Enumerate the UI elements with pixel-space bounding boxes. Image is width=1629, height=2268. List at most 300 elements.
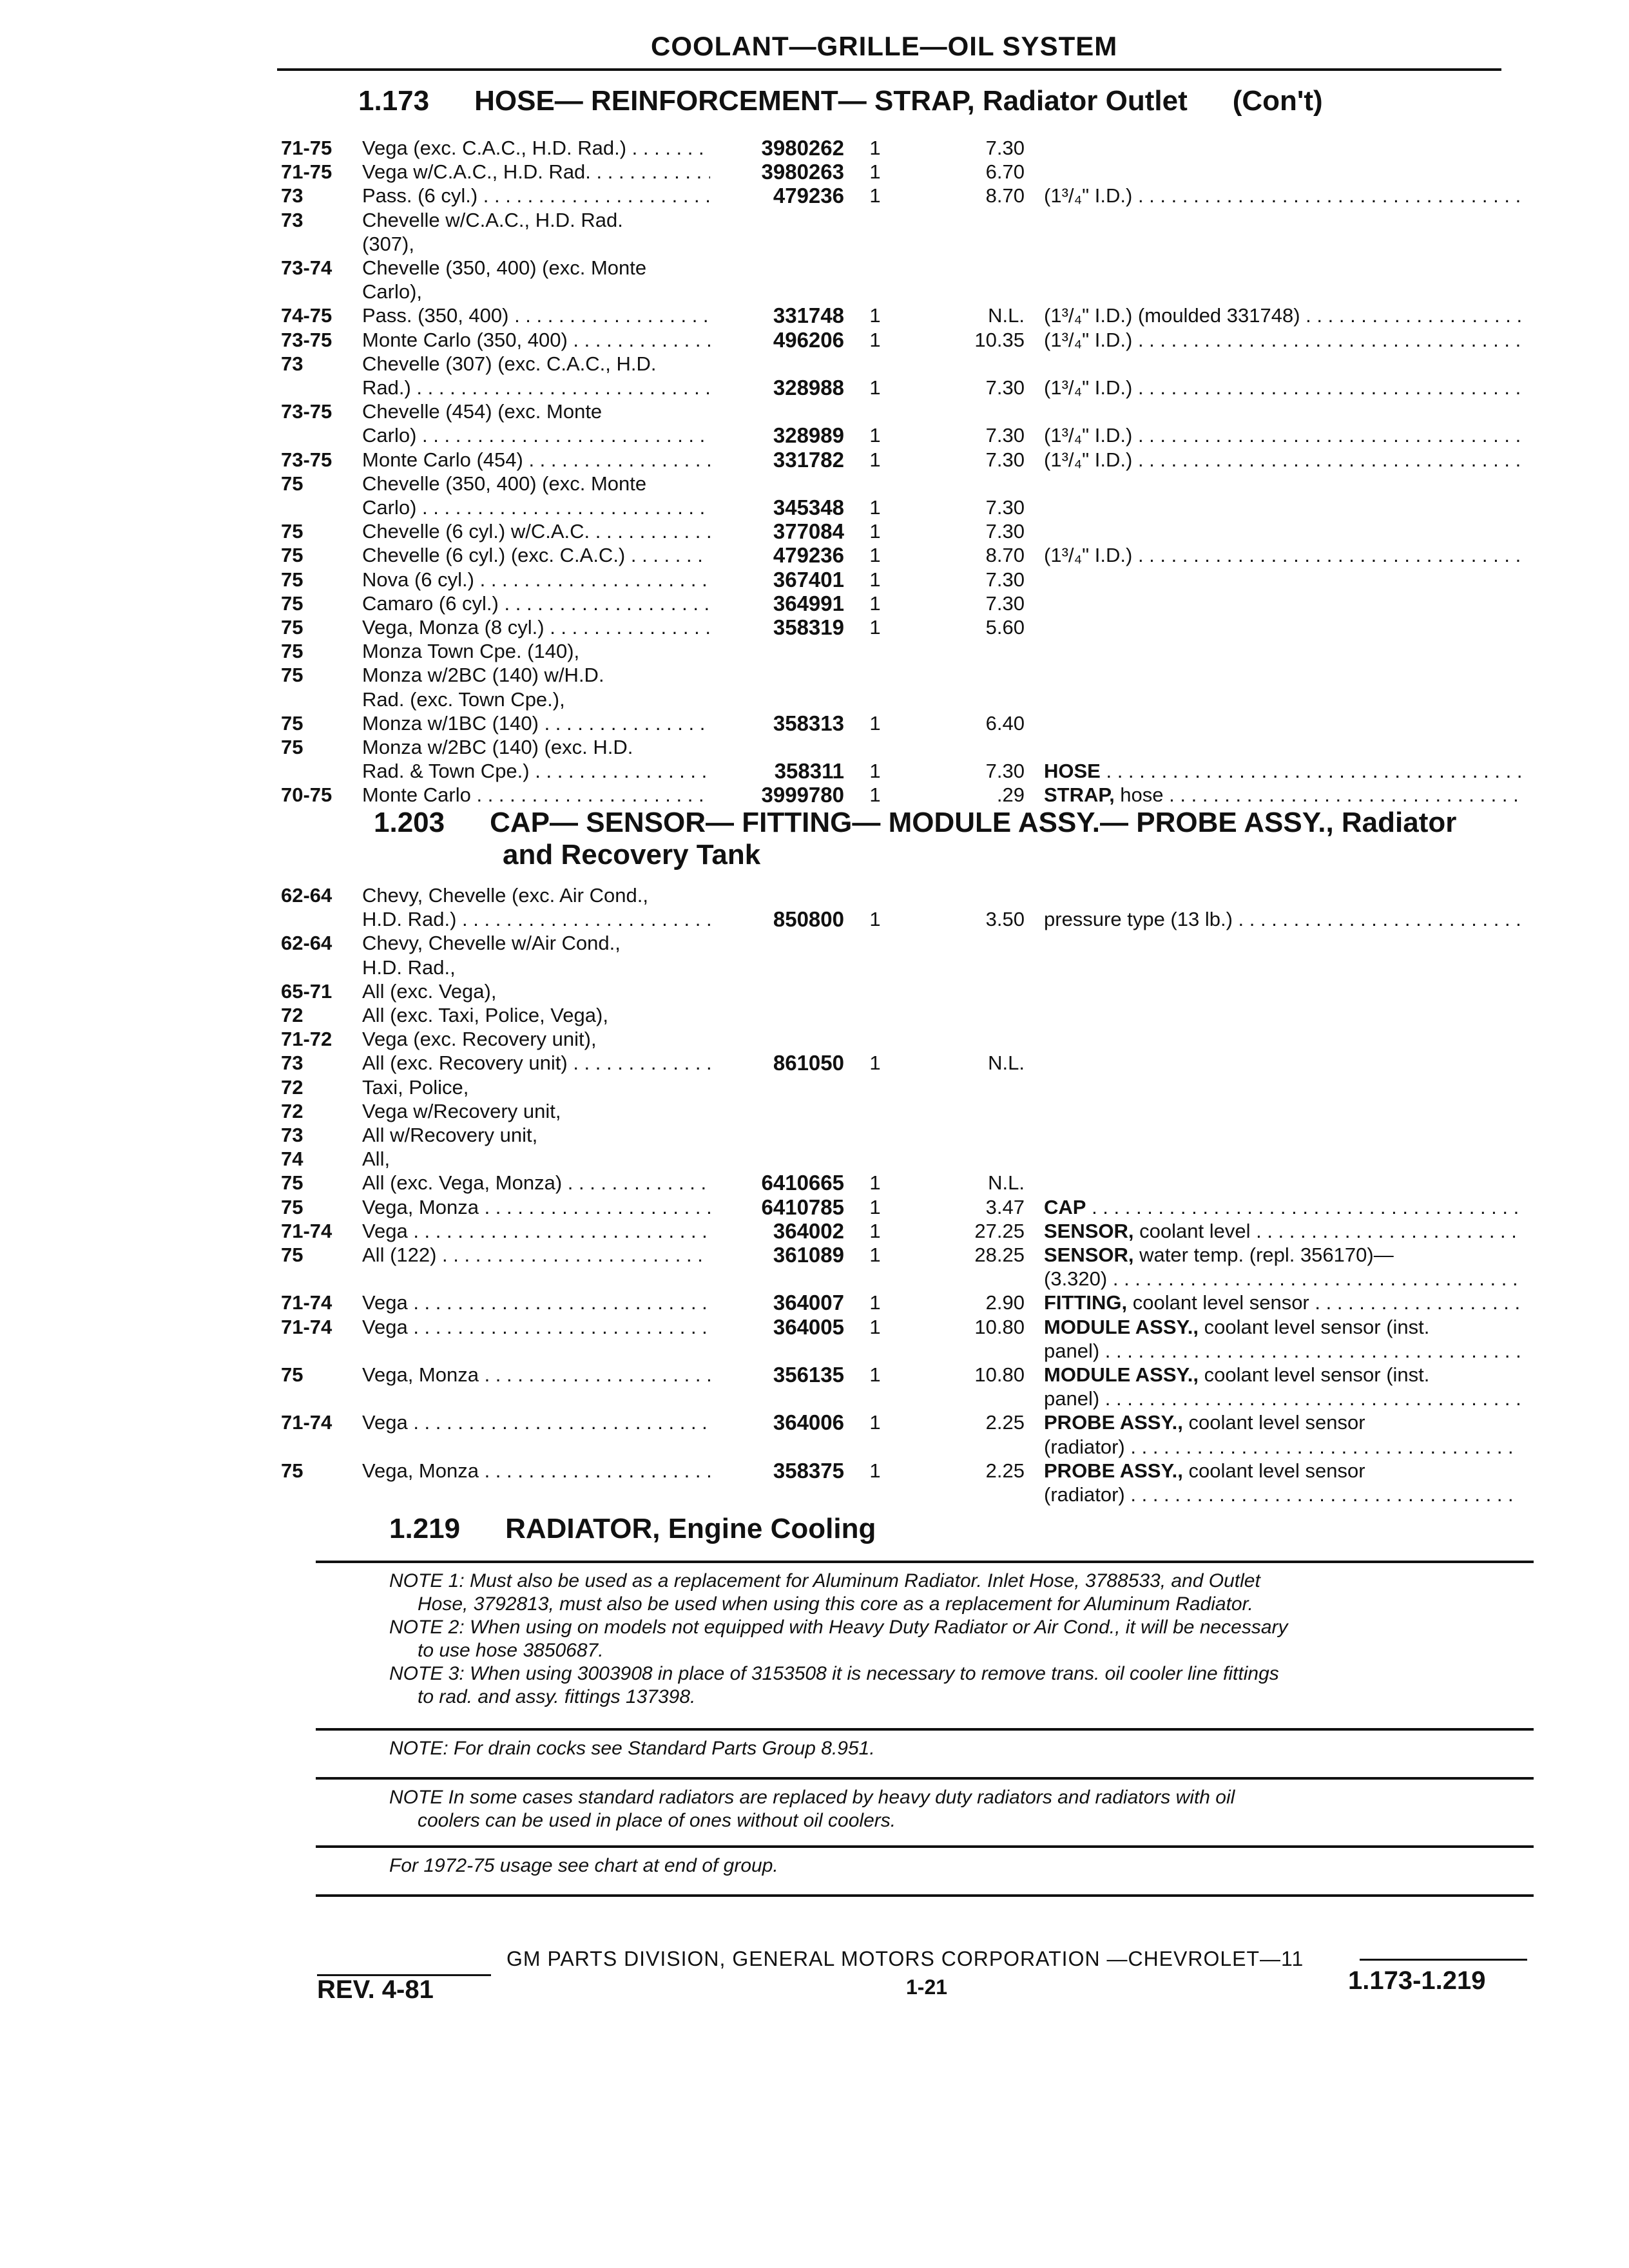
quantity: 1 [869,329,881,351]
year-range: 75 [281,736,304,758]
remark-text: pressure type (13 lb.) [1044,908,1233,930]
price: 7.30 [985,592,1025,615]
header-rule [277,68,1501,71]
price: 6.70 [985,160,1025,183]
quantity: 1 [869,908,881,930]
table-row [0,1244,1629,1267]
table-row [0,1076,1629,1099]
quantity: 1 [869,1411,881,1434]
quantity: 1 [869,760,881,782]
model-description: Chevelle (350, 400) (exc. Monte [362,472,647,495]
part-number: 377084 [773,519,844,543]
model-description: Vega (exc. C.A.C., H.D. Rad.) . . . [362,137,710,160]
remark-text: (1³/₄" I.D.) [1044,448,1133,471]
quantity: 1 [869,592,881,615]
part-number: 3999780 [761,783,844,807]
model-description: Carlo), [362,280,423,303]
remarks [1044,1483,1521,1506]
model-description: Carlo) . . . [362,424,710,447]
quantity: 1 [869,496,881,519]
part-number: 361089 [773,1243,844,1267]
model-description: Vega, Monza . . . [362,1459,710,1483]
price: 10.35 [974,329,1025,351]
price: 7.30 [985,520,1025,543]
model-description: Rad.) . . . [362,376,710,399]
year-range: 75 [281,592,304,615]
model-description: Monza w/2BC (140) w/H.D. [362,664,604,686]
note-5: NOTE In some cases standard radiators are replaced by heavy duty radiators and radiators with oil [389,1787,1235,1808]
year-range: 74 [281,1148,304,1170]
model-description: All w/Recovery unit, [362,1124,538,1146]
price: N.L. [988,304,1025,327]
revision-label: REV. 4-81 [317,1975,434,2004]
year-range: 62-64 [281,932,333,954]
model-description: Chevy, Chevelle w/Air Cond., [362,932,621,954]
year-range: 73-75 [281,329,333,351]
page-number: 1-21 [906,1975,948,1999]
model-description: Monza w/2BC (140) (exc. H.D. [362,736,633,758]
part-number: 356135 [773,1363,844,1387]
remarks [1044,376,1521,399]
table-row [0,1363,1629,1387]
note-1: NOTE 1: Must also be used as a replacement for Aluminum Radiator. Inlet Hose, 3788533, and Outlet [389,1570,1260,1591]
price: 7.30 [985,760,1025,782]
item-name: SENSOR, [1044,1220,1134,1242]
quantity: 1 [869,304,881,327]
quantity: 1 [869,137,881,159]
table-row [0,1387,1629,1410]
model-description: All (exc. Recovery unit) . . . [362,1052,710,1075]
page-header: COOLANT—GRILLE—OIL SYSTEM [651,31,1118,61]
part-number: 364005 [773,1315,844,1339]
model-description: Rad. (exc. Town Cpe.), [362,688,565,711]
remarks [1044,1340,1521,1363]
table-row [0,664,1629,687]
table-row [0,544,1629,567]
year-range: 73 [281,1052,304,1074]
remarks [1044,1459,1521,1483]
model-description: Vega . . . [362,1220,710,1243]
item-name: HOSE [1044,760,1101,782]
table-row [0,184,1629,207]
model-description: Chevelle (307) (exc. C.A.C., H.D. [362,352,657,375]
remarks [1044,424,1521,447]
table-row [0,520,1629,543]
year-range: 72 [281,1004,304,1026]
table-row [0,980,1629,1003]
model-description: Vega, Monza . . . [362,1196,710,1219]
model-description: All (exc. Vega, Monza) . . . [362,1171,710,1195]
quantity: 1 [869,1244,881,1266]
remark-text: (1³/₄" I.D.) [1044,184,1133,207]
item-name: MODULE ASSY., [1044,1363,1199,1386]
price: 6.40 [985,712,1025,735]
note-drain-cocks [389,1737,875,1760]
page-range: 1.173-1.219 [1348,1966,1486,1995]
table-row [0,908,1629,931]
model-description: Monte Carlo (350, 400) . . . [362,329,710,352]
table-row [0,304,1629,327]
notes-rule-2 [316,1728,1534,1731]
model-description: Rad. & Town Cpe.) . . . [362,760,710,783]
remark-text: (1³/₄" I.D.) [1044,544,1133,566]
table-row [0,688,1629,711]
price: N.L. [988,1171,1025,1194]
part-number: 331782 [773,448,844,472]
table-row [0,376,1629,399]
model-description: All (exc. Taxi, Police, Vega), [362,1004,608,1026]
table-row [0,1340,1629,1363]
year-range: 71-74 [281,1220,333,1242]
remark-text: (3.320) [1044,1267,1108,1290]
model-description: H.D. Rad.) . . . [362,908,710,931]
item-name: SENSOR, [1044,1244,1134,1266]
table-row [0,472,1629,495]
price: 7.30 [985,424,1025,447]
section-heading-line2: and Recovery Tank [503,839,761,870]
year-range: 75 [281,1171,304,1194]
remarks [1044,448,1521,472]
remark-text: water temp. (repl. 356170)— [1133,1244,1394,1266]
item-name: FITTING, [1044,1291,1128,1314]
part-number: 367401 [773,568,844,591]
remarks [1044,760,1521,783]
quantity: 1 [869,1220,881,1242]
section-heading: CAP— SENSOR— FITTING— MODULE ASSY.— PROBE ASSY., Radiator [490,807,1457,838]
part-number: 850800 [773,907,844,931]
table-row [0,424,1629,447]
part-number: 6410785 [761,1195,844,1219]
table-row [0,256,1629,280]
remark-text: panel) [1044,1340,1100,1362]
year-range: 73 [281,352,304,375]
remark-text: (1³/₄" I.D.) [1044,424,1133,447]
table-row [0,160,1629,184]
quantity: 1 [869,448,881,471]
note-heavy-duty [389,1786,1235,1832]
remark-text: coolant level sensor (inst. [1199,1363,1430,1386]
remarks [1044,1363,1521,1387]
quantity: 1 [869,1459,881,1482]
remarks [1044,1244,1521,1267]
year-range: 75 [281,712,304,735]
year-range: 73-74 [281,256,333,279]
year-range: 62-64 [281,884,333,907]
year-range: 75 [281,544,304,566]
model-description: Nova (6 cyl.) . . . [362,568,710,591]
remark-text: coolant level sensor (inst. [1199,1316,1430,1338]
table-row [0,712,1629,735]
table-row [0,760,1629,783]
year-range: 71-74 [281,1291,333,1314]
table-row [0,1052,1629,1075]
year-range: 75 [281,520,304,543]
table-row [0,736,1629,759]
part-number: 358375 [773,1459,844,1483]
quantity: 1 [869,783,881,806]
remark-text: (radiator) [1044,1483,1125,1506]
price: 5.60 [985,616,1025,639]
model-description: Chevelle (350, 400) (exc. Monte [362,256,647,279]
year-range: 75 [281,640,304,662]
model-description: Camaro (6 cyl.) . . . [362,592,710,615]
year-range: 75 [281,472,304,495]
price: 7.30 [985,568,1025,591]
table-row [0,209,1629,232]
model-description: All, [362,1148,390,1170]
part-number: 328988 [773,376,844,399]
remark-text: coolant level sensor [1182,1411,1365,1434]
model-description: Taxi, Police, [362,1076,469,1099]
year-range: 73 [281,209,304,231]
table-row [0,496,1629,519]
price: 8.70 [985,184,1025,207]
model-description: Pass. (6 cyl.) . . . [362,184,710,207]
table-row [0,1316,1629,1339]
year-range: 71-72 [281,1028,333,1050]
table-row [0,233,1629,256]
year-range: 75 [281,664,304,686]
quantity: 1 [869,1316,881,1338]
remarks [1044,184,1521,207]
quantity: 1 [869,616,881,639]
note-3-cont: to rad. and assy. fittings 137398. [418,1686,696,1707]
model-description: Vega, Monza . . . [362,1363,710,1387]
year-range: 73-75 [281,448,333,471]
part-number: 496206 [773,328,844,352]
table-row [0,1004,1629,1027]
model-description: Vega w/C.A.C., H.D. Rad. . . . [362,160,710,184]
quantity: 1 [869,568,881,591]
table-row [0,884,1629,907]
table-row [0,616,1629,639]
year-range: 74-75 [281,304,333,327]
quantity: 1 [869,160,881,183]
price: 27.25 [974,1220,1025,1242]
section-1203-title [374,807,1456,871]
table-row [0,1196,1629,1219]
price: N.L. [988,1052,1025,1074]
price: 2.25 [985,1411,1025,1434]
price: 7.30 [985,137,1025,159]
note-2: NOTE 2: When using on models not equipped with Heavy Duty Radiator or Air Cond., it will be necessary [389,1617,1288,1638]
remarks [1044,1291,1521,1314]
quantity: 1 [869,520,881,543]
remarks [1044,1316,1521,1339]
model-description: Monza w/1BC (140) . . . [362,712,710,735]
table-row [0,783,1629,807]
remarks [1044,1411,1521,1434]
price: 2.90 [985,1291,1025,1314]
model-description: (307), [362,233,414,255]
quantity: 1 [869,1171,881,1194]
model-description: All (122) . . . [362,1244,710,1267]
table-row [0,1411,1629,1434]
part-number: 364006 [773,1410,844,1434]
notes-block-1 [389,1570,1288,1709]
year-range: 70-75 [281,783,333,806]
footer-division: GM PARTS DIVISION, GENERAL MOTORS CORPORATION —CHEVROLET—11 [506,1947,1304,1970]
table-row [0,329,1629,352]
table-row [0,568,1629,591]
remarks [1044,1267,1521,1291]
item-name: STRAP, [1044,783,1115,806]
table-row [0,1100,1629,1123]
section-number: 1.203 [374,807,445,838]
model-description: Chevy, Chevelle (exc. Air Cond., [362,884,648,907]
model-description: Chevelle (6 cyl.) w/C.A.C. . . . [362,520,710,543]
model-description: Pass. (350, 400) . . . [362,304,710,327]
part-number: 6410665 [761,1171,844,1195]
note-4: NOTE: For drain cocks see Standard Parts Group 8.951. [389,1738,875,1759]
footer-rule-right [1360,1959,1527,1961]
notes-rule-4 [316,1845,1534,1848]
part-number: 479236 [773,543,844,567]
remarks [1044,1220,1521,1243]
quantity: 1 [869,712,881,735]
quantity: 1 [869,184,881,207]
part-number: 3980263 [761,160,844,184]
part-number: 364007 [773,1291,844,1314]
table-row [0,400,1629,423]
notes-rule-3 [316,1777,1534,1780]
price: 10.80 [974,1316,1025,1338]
price: 2.25 [985,1459,1025,1482]
model-description: Monza Town Cpe. (140), [362,640,580,662]
section-heading: HOSE— REINFORCEMENT— STRAP, Radiator Outlet [474,85,1188,117]
remark-text: (radiator) [1044,1436,1125,1458]
table-row [0,1291,1629,1314]
notes-rule-1 [316,1561,1534,1563]
year-range: 73 [281,184,304,207]
remarks [1044,783,1521,807]
remark-text: coolant level [1133,1220,1251,1242]
year-range: 73 [281,1124,304,1146]
price: 7.30 [985,496,1025,519]
table-row [0,1171,1629,1195]
year-range: 75 [281,1196,304,1218]
remark-text: panel) [1044,1387,1100,1410]
table-row [0,448,1629,472]
continued-label: (Con't) [1232,85,1323,117]
table-row [0,1436,1629,1459]
note-1-cont: Hose, 3792813, must also be used when using this core as a replacement for Aluminum Radiator. [418,1593,1253,1615]
year-range: 75 [281,616,304,639]
model-description: Vega . . . [362,1316,710,1339]
table-row [0,1483,1629,1506]
remark-text: coolant level sensor [1182,1459,1365,1482]
section-1173-title [358,85,1323,117]
item-name: PROBE ASSY., [1044,1459,1183,1482]
quantity: 1 [869,1196,881,1218]
model-description: Vega . . . [362,1291,710,1314]
quantity: 1 [869,1363,881,1386]
year-range: 73-75 [281,400,333,423]
price: 7.30 [985,376,1025,399]
remarks [1044,1387,1521,1410]
section-number: 1.173 [358,85,430,117]
section-1219-title [389,1513,876,1545]
year-range: 71-74 [281,1411,333,1434]
model-description: All (exc. Vega), [362,980,497,1003]
price: 10.80 [974,1363,1025,1386]
table-row [0,592,1629,615]
note-2-cont: to use hose 3850687. [418,1640,604,1661]
table-row [0,1220,1629,1243]
model-description: Vega . . . [362,1411,710,1434]
year-range: 65-71 [281,980,333,1003]
item-name: CAP [1044,1196,1086,1218]
model-description: Monte Carlo . . . [362,783,710,807]
model-description: Chevelle (454) (exc. Monte [362,400,602,423]
part-number: 3980262 [761,136,844,160]
year-range: 75 [281,1363,304,1386]
remark-text: coolant level sensor [1127,1291,1309,1314]
remark-text: (1³/₄" I.D.) [1044,376,1133,399]
table-row [0,640,1629,663]
table-row [0,932,1629,955]
model-description: Chevelle (6 cyl.) (exc. C.A.C.) . . . [362,544,710,567]
note-3: NOTE 3: When using 3003908 in place of 3153508 it is necessary to remove trans. oil cooler line fittings [389,1663,1279,1684]
year-range: 75 [281,1244,304,1266]
quantity: 1 [869,544,881,566]
model-description: Carlo) . . . [362,496,710,519]
part-number: 479236 [773,184,844,207]
year-range: 72 [281,1100,304,1122]
remarks [1044,1436,1521,1459]
part-number: 861050 [773,1051,844,1075]
quantity: 1 [869,424,881,447]
price: 7.30 [985,448,1025,471]
note-6: For 1972-75 usage see chart at end of group. [389,1855,778,1876]
year-range: 75 [281,568,304,591]
part-number: 358313 [773,711,844,735]
price: 28.25 [974,1244,1025,1266]
price: 8.70 [985,544,1025,566]
table-row [0,1267,1629,1291]
remarks [1044,329,1521,352]
year-range: 72 [281,1076,304,1099]
remarks [1044,544,1521,567]
model-description: Monte Carlo (454) . . . [362,448,710,472]
item-name: PROBE ASSY., [1044,1411,1183,1434]
section-number: 1.219 [389,1513,461,1544]
remark-text: (1³/₄" I.D.) (moulded 331748) [1044,304,1300,327]
part-number: 358319 [773,615,844,639]
price: 3.50 [985,908,1025,930]
part-number: 358311 [774,759,844,783]
part-number: 364002 [773,1219,844,1243]
table-row [0,1148,1629,1171]
model-description: Vega, Monza (8 cyl.) . . . [362,616,710,639]
remark-text: (1³/₄" I.D.) [1044,329,1133,351]
price: 3.47 [985,1196,1025,1218]
table-row [0,280,1629,303]
note-5-cont: coolers can be used in place of ones without oil coolers. [418,1810,896,1831]
section-heading: RADIATOR, Engine Cooling [505,1513,876,1544]
table-row [0,352,1629,376]
note-usage-chart [389,1854,778,1878]
part-number: 328989 [773,423,844,447]
part-number: 331748 [773,303,844,327]
notes-rule-5 [316,1894,1534,1897]
part-number: 364991 [773,591,844,615]
remarks [1044,304,1521,327]
year-range: 71-75 [281,137,333,159]
year-range: 71-75 [281,160,333,183]
remark-text: hose [1114,783,1164,806]
remarks [1044,908,1521,931]
